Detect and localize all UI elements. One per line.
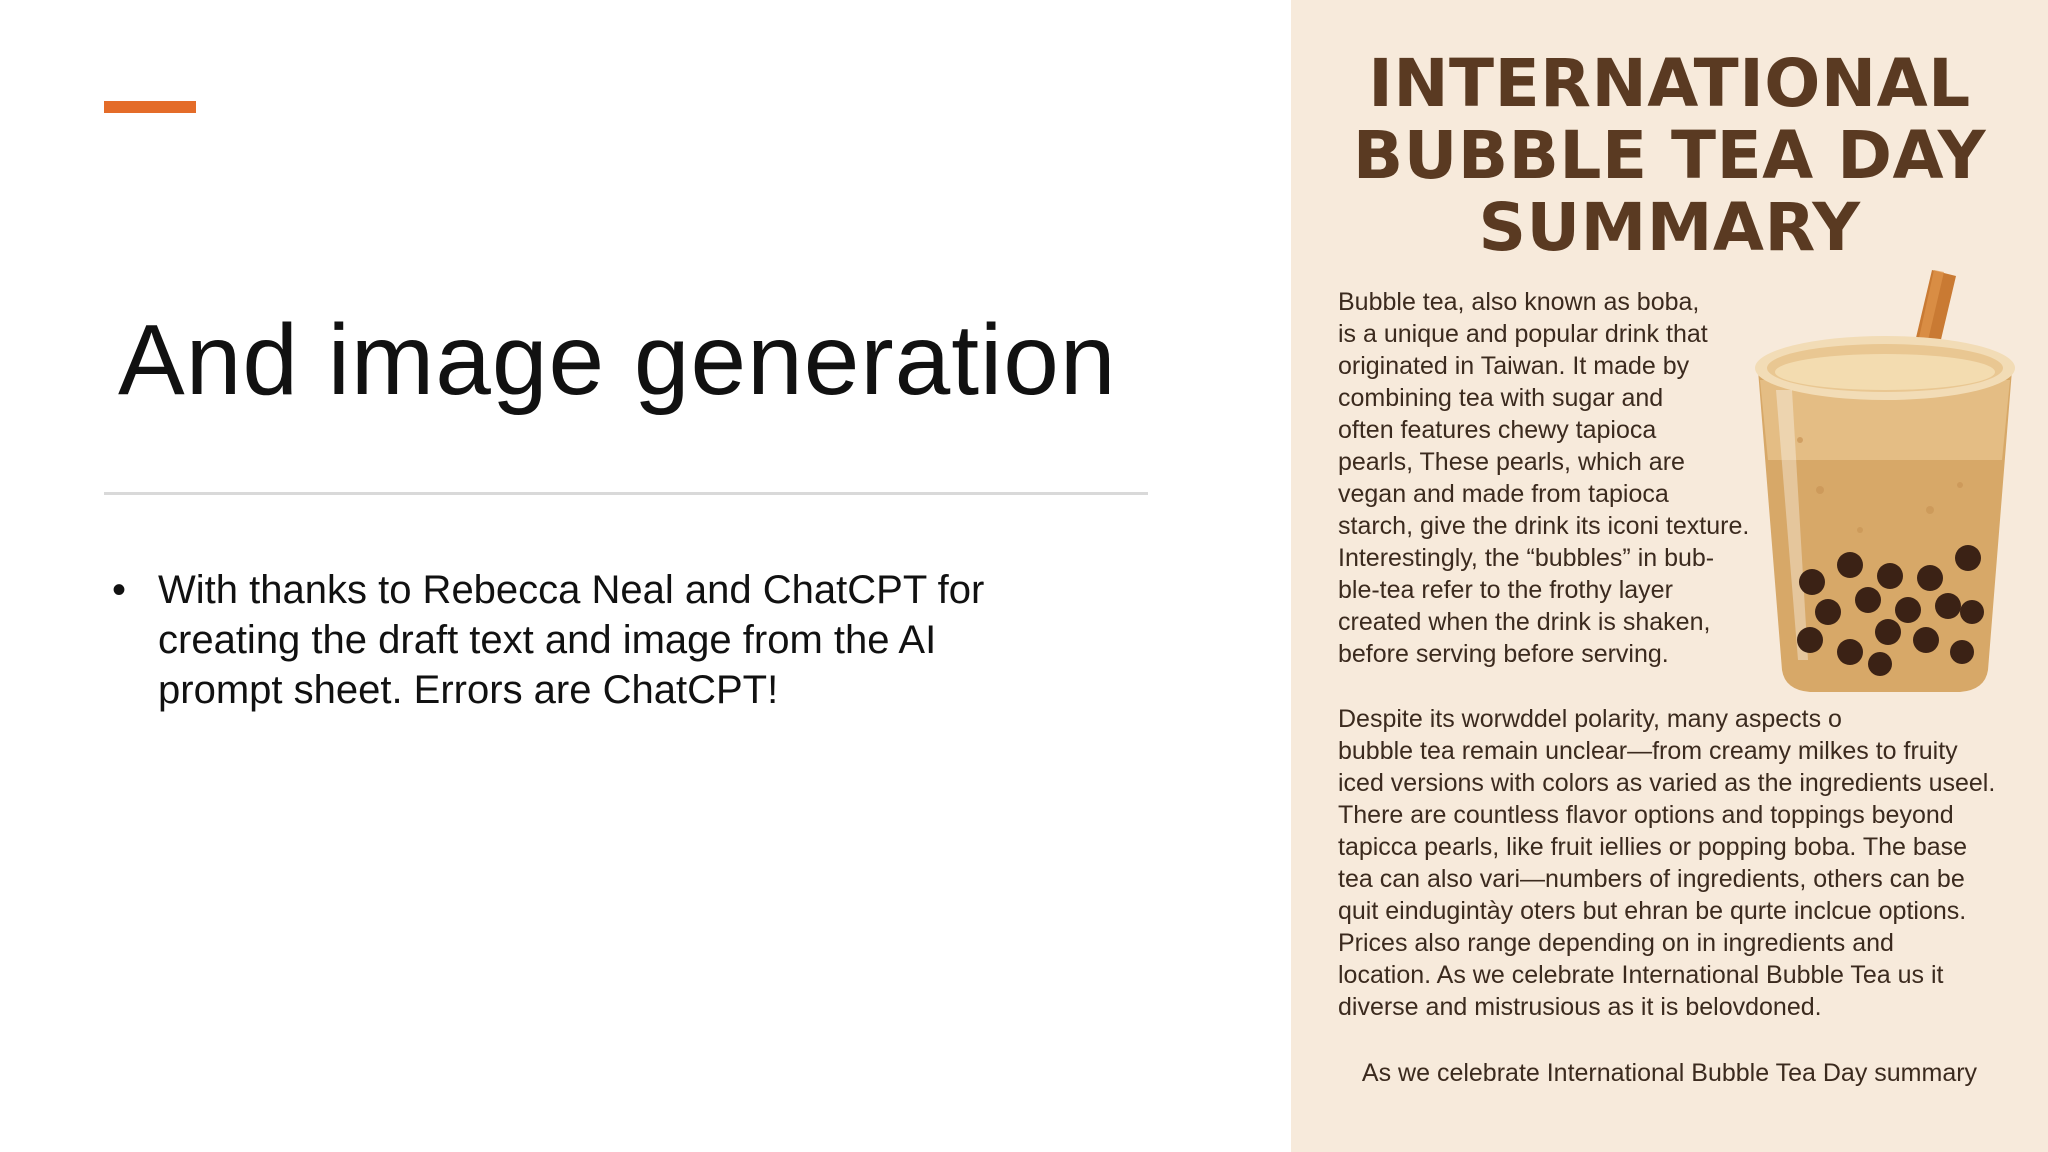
poster-text-line: originated in Taiwan. It made by [1338, 352, 1690, 380]
poster-title [1291, 45, 2048, 266]
poster-text-line: diverse and mistrusious as it is belovdoned. [1338, 993, 1822, 1021]
bullet-dot-icon: • [112, 568, 127, 612]
poster-text-line: Interestingly, the “bubbles” in bub- [1338, 544, 1715, 572]
poster-text-line: combining tea with sugar and [1338, 384, 1664, 412]
poster-text-line: quit eindugintày oters but ehran be qurte inclcue options. [1338, 897, 1967, 925]
poster-text-line: Prices also range depending on in ingredients and [1338, 929, 1894, 957]
bubble-tea-cup-icon [1740, 260, 2030, 700]
bullet-item [110, 565, 1110, 715]
poster-text-line: created when the drink is shaken, [1338, 608, 1711, 636]
bullet-line: creating the draft text and image from the AI [158, 618, 937, 662]
poster-text-line: bubble tea remain unclear—from creamy milkes to fruity [1338, 737, 1958, 765]
poster-text-line: vegan and made from tapioca [1338, 480, 1669, 508]
poster-text-line: Despite its worwddel polarity, many aspects o [1338, 705, 1842, 733]
poster-text-line: starch, give the drink its iconi texture. [1338, 512, 1750, 540]
poster-paragraph-2 [1338, 703, 2038, 1023]
poster-text-line: tea can also vari—numbers of ingredients, others can be [1338, 865, 1965, 893]
poster-text-line: pearls, These pearls, which are [1338, 448, 1685, 476]
poster-text-line: tapicca pearls, like fruit iellies or popping boba. The base [1338, 833, 1968, 861]
poster-text-line: There are countless flavor options and toppings beyond [1338, 801, 1954, 829]
poster-text-line: ble-tea refer to the frothy layer [1338, 576, 1673, 604]
poster-paragraph-1 [1338, 286, 1778, 670]
poster-footer: As we celebrate International Bubble Tea Day summary [1361, 1059, 1978, 1087]
title-divider [104, 492, 1148, 495]
poster-text-line: before serving before serving. [1338, 640, 1669, 668]
bullet-list [110, 565, 1110, 715]
slide-title: And image generation [118, 304, 1117, 416]
accent-bar [104, 101, 196, 113]
poster-text-line: Bubble tea, also known as boba, [1338, 288, 1700, 316]
poster-title-line: INTERNATIONAL [1368, 45, 1971, 122]
poster-text-line: location. As we celebrate International Bubble Tea us it [1338, 961, 1944, 989]
bullet-line: prompt sheet. Errors are ChatCPT! [158, 668, 779, 712]
poster-text-line: is a unique and popular drink that [1338, 320, 1708, 348]
poster-title-line: BUBBLE TEA DAY [1352, 117, 1987, 194]
poster-title-line: SUMMARY [1478, 189, 1861, 266]
poster-text-line: often features chewy tapioca [1338, 416, 1657, 444]
bullet-line: With thanks to Rebecca Neal and ChatCPT for [158, 568, 985, 612]
poster-text-line: iced versions with colors as varied as the ingredients useel. [1338, 769, 1996, 797]
